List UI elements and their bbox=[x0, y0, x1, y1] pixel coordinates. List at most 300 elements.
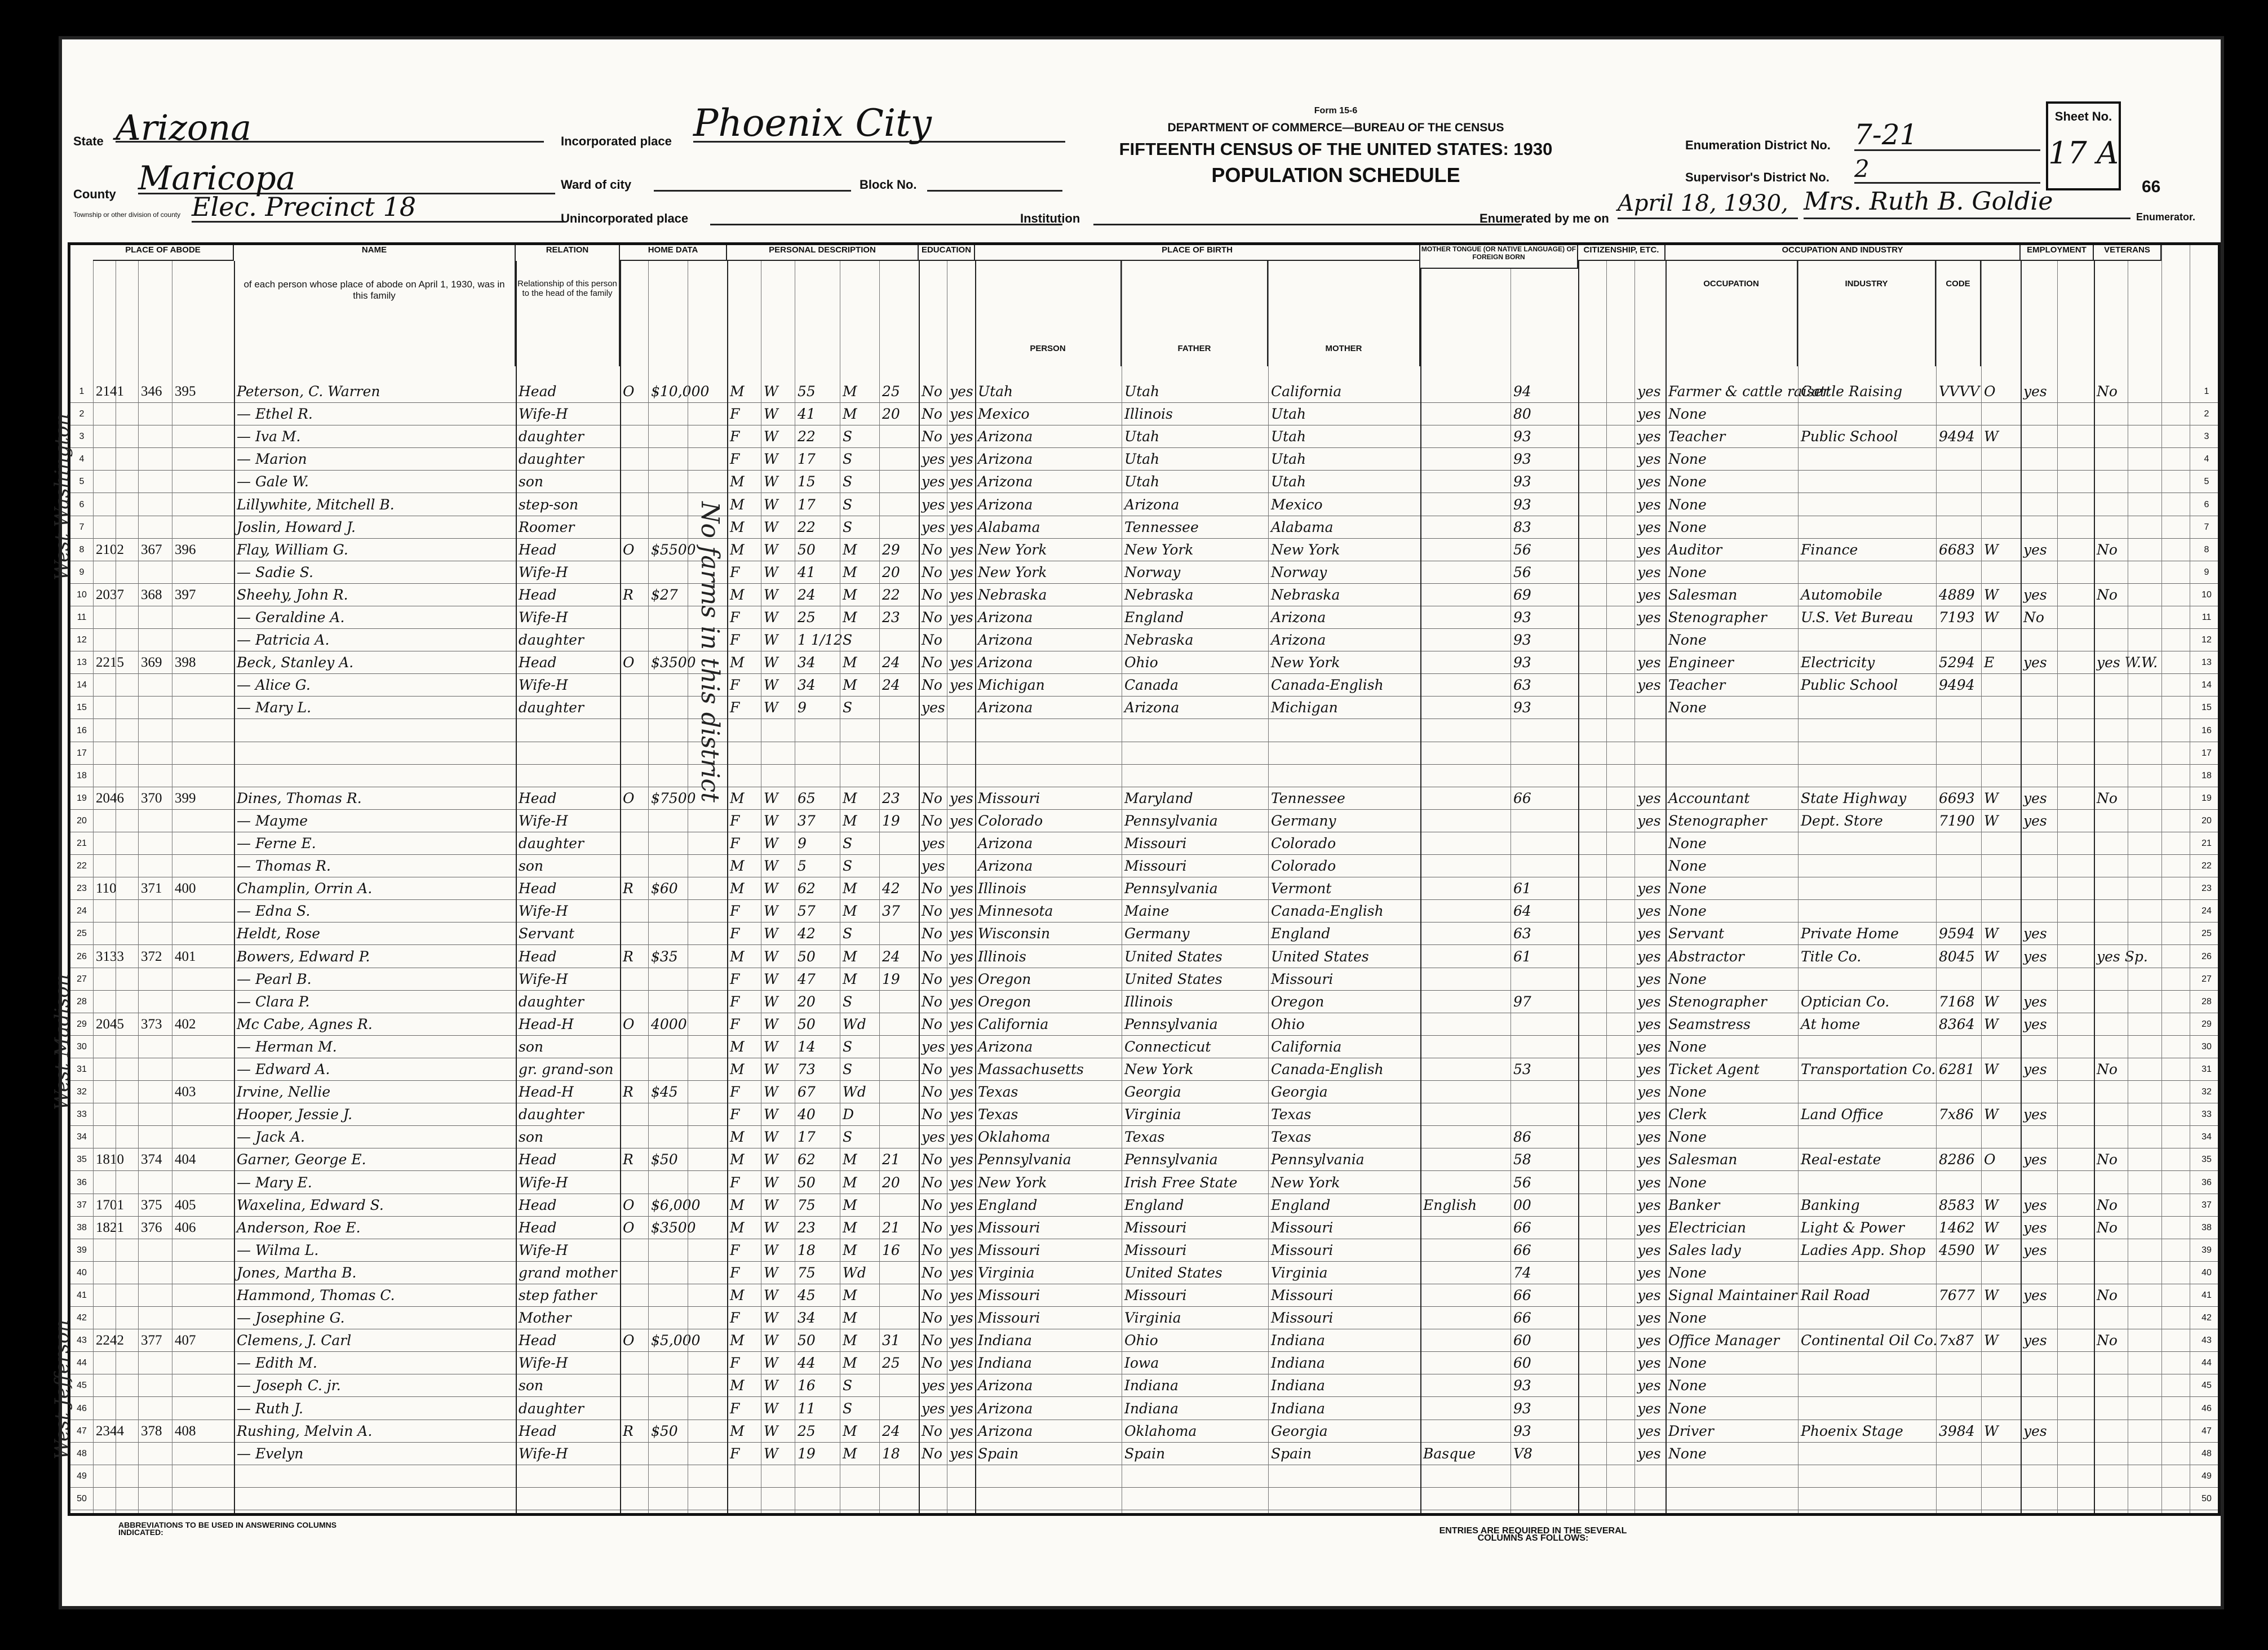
table-row bbox=[70, 968, 2218, 991]
cell-name: Lillywhite, Mitchell B. bbox=[237, 496, 395, 513]
cell-age: 50 bbox=[798, 1332, 816, 1349]
cell-read: yes bbox=[950, 1084, 973, 1101]
cell-mar: M bbox=[843, 1355, 857, 1372]
cell-eng: yes bbox=[1637, 541, 1661, 558]
cell-rel: Wife-H bbox=[519, 609, 568, 626]
cell-cls: W bbox=[1984, 428, 1999, 445]
cell-age: 50 bbox=[798, 1174, 816, 1191]
cell-fbp: Illinois bbox=[1124, 406, 1173, 423]
cell-mar: M bbox=[843, 383, 857, 400]
cell-lang bbox=[1420, 629, 1510, 651]
cell-occode bbox=[1936, 1126, 1981, 1148]
cell-sex: F bbox=[730, 1174, 740, 1191]
cell-sex: M bbox=[730, 518, 745, 535]
cell-agm bbox=[879, 991, 919, 1013]
cell-line-number-right: 47 bbox=[2201, 1426, 2212, 1436]
cell-bp: Arizona bbox=[978, 609, 1033, 626]
cell-bp bbox=[975, 1465, 1122, 1488]
cell-occode bbox=[1936, 742, 1981, 765]
cell-code: 61 bbox=[1513, 948, 1531, 965]
cell-occ: Salesman bbox=[1668, 586, 1738, 603]
cell-mbp: Missouri bbox=[1271, 1287, 1334, 1303]
cell-own bbox=[620, 742, 648, 765]
cell-occode: 8583 bbox=[1939, 1196, 1975, 1213]
cell-work: yes bbox=[2023, 789, 2047, 806]
cell-line-number-right: 12 bbox=[2201, 635, 2212, 645]
cell-agm bbox=[879, 1058, 919, 1081]
cell-eng: yes bbox=[1637, 925, 1661, 942]
cell-val: $3500 bbox=[651, 654, 696, 671]
cell-eng bbox=[1634, 720, 1665, 742]
cell-ind: State Highway bbox=[1801, 789, 1907, 806]
cell-occ: None bbox=[1668, 1264, 1707, 1281]
cell-vet: No bbox=[2097, 1151, 2118, 1168]
department: DEPARTMENT OF COMMERCE—BUREAU OF THE CENSUS bbox=[1167, 121, 1504, 134]
cell-fbp: United States bbox=[1124, 948, 1222, 965]
cell-dw bbox=[138, 1352, 172, 1374]
cell-race: W bbox=[764, 586, 778, 603]
cell-eng bbox=[1634, 1488, 1665, 1510]
cell-own: O bbox=[623, 654, 635, 671]
cell-bp: Alabama bbox=[978, 518, 1040, 535]
supervisor-label: Supervisor's District No. bbox=[1685, 170, 1830, 184]
cell-own bbox=[620, 720, 648, 742]
cell-bp: Illinois bbox=[978, 880, 1026, 897]
cell-fam bbox=[172, 810, 234, 832]
cell-n: 8 bbox=[79, 544, 85, 555]
cell-agm: 24 bbox=[882, 677, 900, 694]
cell-rel: Head bbox=[519, 1219, 557, 1236]
cell-code bbox=[1510, 720, 1578, 742]
table-row bbox=[70, 877, 2218, 900]
cell-occode bbox=[1936, 968, 1981, 991]
cell-agm bbox=[879, 922, 919, 945]
cell-house: 1810 bbox=[96, 1152, 124, 1168]
cell-ind bbox=[1798, 1036, 1936, 1058]
cell-ind bbox=[1798, 877, 1936, 900]
cell-dw bbox=[138, 1284, 172, 1307]
table-row bbox=[70, 425, 2218, 448]
cell-vet: No bbox=[2097, 1287, 2118, 1303]
cell-line-number-right: 8 bbox=[2204, 544, 2209, 555]
cell-ind: U.S. Vet Bureau bbox=[1801, 609, 1913, 626]
group-name: NAME bbox=[234, 245, 516, 261]
cell-rel: Wife-H bbox=[519, 903, 568, 920]
cell-ind bbox=[1798, 629, 1936, 651]
cell-dw bbox=[138, 968, 172, 991]
cell-dw bbox=[138, 1465, 172, 1488]
cell-lang bbox=[1420, 810, 1510, 832]
cell-fbp: Texas bbox=[1124, 1129, 1165, 1146]
cell-rel: Head bbox=[519, 1151, 557, 1168]
cell-mbp: Missouri bbox=[1271, 1310, 1334, 1327]
cell-ind bbox=[1798, 1398, 1936, 1420]
cell-eng: yes bbox=[1637, 654, 1661, 671]
cell-name: — Ethel R. bbox=[237, 406, 313, 423]
cell-sch bbox=[919, 720, 947, 742]
group-education: EDUCATION bbox=[919, 245, 975, 261]
cell-sex: M bbox=[730, 1377, 745, 1394]
cell-occode bbox=[1936, 1443, 1981, 1465]
cell-name: — Herman M. bbox=[237, 1038, 337, 1055]
cell-eng: yes bbox=[1637, 970, 1661, 987]
cell-race bbox=[761, 742, 795, 765]
institution-label: Institution bbox=[1020, 211, 1080, 225]
table-row bbox=[70, 1081, 2218, 1103]
cell-mar: M bbox=[843, 654, 857, 671]
cell-cls bbox=[1981, 629, 2021, 651]
cell-rel: Head bbox=[519, 1332, 557, 1349]
cell-bp: Illinois bbox=[978, 948, 1026, 965]
cell-race: W bbox=[764, 903, 778, 920]
cell-dw bbox=[138, 810, 172, 832]
cell-name: Irvine, Nellie bbox=[237, 1084, 331, 1101]
cell-sex: F bbox=[730, 406, 740, 423]
cell-age: 34 bbox=[798, 1310, 816, 1327]
cell-fbp: England bbox=[1124, 609, 1184, 626]
cell-name: — Edna S. bbox=[237, 903, 311, 920]
cell-agm bbox=[879, 855, 919, 877]
cell-fam bbox=[172, 516, 234, 539]
cell-sch: No bbox=[922, 1241, 942, 1258]
cell-age bbox=[795, 1488, 840, 1510]
cell-fbp: Utah bbox=[1124, 451, 1160, 468]
cell-read: yes bbox=[950, 541, 973, 558]
group-employment: EMPLOYMENT bbox=[2021, 245, 2094, 261]
cell-cls bbox=[1981, 1036, 2021, 1058]
state-value: Arizona bbox=[116, 107, 544, 143]
cell-read: yes bbox=[950, 903, 973, 920]
cell-mbp: New York bbox=[1271, 654, 1340, 671]
cell-cls: W bbox=[1984, 541, 1999, 558]
cell-fam bbox=[172, 561, 234, 584]
cell-house: 2344 bbox=[96, 1423, 124, 1439]
cell-eng: yes bbox=[1637, 677, 1661, 694]
cell-line-number-right: 4 bbox=[2204, 454, 2209, 464]
cell-fbp: Indiana bbox=[1124, 1400, 1179, 1417]
cell-code bbox=[1510, 1103, 1578, 1126]
cell-rel bbox=[516, 1465, 620, 1488]
occupation-column: OCCUPATION bbox=[1665, 245, 1798, 366]
cell-sch: yes bbox=[922, 1129, 945, 1146]
cell-occode bbox=[1936, 1307, 1981, 1329]
cell-race: W bbox=[764, 677, 778, 694]
cell-bp: Utah bbox=[978, 383, 1013, 400]
cell-own bbox=[620, 494, 648, 516]
cell-rel: grand mother bbox=[519, 1264, 617, 1281]
cell-read: yes bbox=[950, 970, 973, 987]
cell-sch: No bbox=[922, 1422, 942, 1439]
cell-code: 93 bbox=[1513, 609, 1531, 626]
cell-mar: M bbox=[843, 880, 857, 897]
cell-read: yes bbox=[950, 406, 973, 423]
cell-bp: Arizona bbox=[978, 835, 1033, 851]
cell-agm: 24 bbox=[882, 654, 900, 671]
cell-race: W bbox=[764, 1287, 778, 1303]
cell-rel: daughter bbox=[519, 632, 584, 649]
cell-agm bbox=[879, 1488, 919, 1510]
column-divider bbox=[2094, 245, 2095, 1513]
cell-read: yes bbox=[950, 812, 973, 829]
cell-ind: Automobile bbox=[1801, 586, 1882, 603]
cell-mbp bbox=[1268, 720, 1420, 742]
cell-fam bbox=[172, 1352, 234, 1374]
cell-fbp bbox=[1122, 720, 1268, 742]
cell-bp: Oregon bbox=[978, 970, 1031, 987]
cell-eng: yes bbox=[1637, 564, 1661, 580]
table-row bbox=[70, 1307, 2218, 1329]
cell-occ: None bbox=[1668, 451, 1707, 468]
cell-vet: No bbox=[2097, 1219, 2118, 1236]
cell-mbp: England bbox=[1271, 925, 1331, 942]
cell-read: yes bbox=[950, 473, 973, 490]
cell-own: R bbox=[623, 1422, 634, 1439]
cell-occode bbox=[1936, 403, 1981, 425]
column-divider bbox=[1981, 245, 1982, 1513]
cell-cls bbox=[1981, 855, 2021, 877]
cell-cls bbox=[1981, 1352, 2021, 1374]
cell-occ: None bbox=[1668, 564, 1707, 580]
cell-cls: W bbox=[1984, 925, 1999, 942]
cell-rel: Head bbox=[519, 383, 557, 400]
cell-read: yes bbox=[950, 1219, 973, 1236]
cell-bp: Colorado bbox=[978, 812, 1043, 829]
cell-age: 40 bbox=[798, 1106, 816, 1123]
cell-eng: yes bbox=[1637, 1332, 1661, 1349]
cell-age: 50 bbox=[798, 541, 816, 558]
cell-n: 16 bbox=[77, 725, 87, 735]
cell-fbp: United States bbox=[1124, 1264, 1222, 1281]
cell-rel: Mother bbox=[519, 1310, 572, 1327]
cell-line-number-right: 24 bbox=[2201, 906, 2212, 916]
cell-sex: M bbox=[730, 948, 745, 965]
cell-lang bbox=[1420, 1262, 1510, 1284]
cell-age: 55 bbox=[798, 383, 816, 400]
cell-read: yes bbox=[950, 428, 973, 445]
cell-mbp: New York bbox=[1271, 1174, 1340, 1191]
cell-sex: F bbox=[730, 925, 740, 942]
cell-race: W bbox=[764, 451, 778, 468]
cell-read bbox=[947, 697, 975, 719]
cell-line-number-right: 45 bbox=[2201, 1381, 2212, 1391]
cell-dw bbox=[138, 1126, 172, 1148]
cell-age: 22 bbox=[798, 518, 816, 535]
cell-rel: son bbox=[519, 1377, 543, 1394]
cell-occ: None bbox=[1668, 903, 1707, 920]
cell-mbp bbox=[1268, 742, 1420, 765]
cell-line-number-right: 16 bbox=[2201, 725, 2212, 735]
group-place-of-abode: PLACE OF ABODE bbox=[93, 245, 234, 261]
cell-mar: S bbox=[843, 473, 853, 490]
cell-bp: Arizona bbox=[978, 1422, 1033, 1439]
cell-lang bbox=[1420, 1488, 1510, 1510]
cell-bp bbox=[975, 742, 1122, 765]
cell-occode: 9494 bbox=[1939, 428, 1975, 445]
cell-own bbox=[620, 968, 648, 991]
cell-cls bbox=[1981, 448, 2021, 471]
table-row bbox=[70, 1374, 2218, 1397]
cell-lang bbox=[1420, 494, 1510, 516]
cell-bp: Texas bbox=[978, 1084, 1018, 1101]
cell-code: 86 bbox=[1513, 1129, 1531, 1146]
cell-house: 2046 bbox=[96, 790, 124, 806]
cell-cls bbox=[1981, 471, 2021, 493]
cell-bp: Indiana bbox=[978, 1355, 1032, 1372]
cell-eng bbox=[1634, 629, 1665, 651]
cell-work: yes bbox=[2023, 541, 2047, 558]
cell-occode bbox=[1936, 1398, 1981, 1420]
cell-line-number-right: 10 bbox=[2201, 589, 2212, 600]
cell-read: yes bbox=[950, 1151, 973, 1168]
cell-own bbox=[620, 403, 648, 425]
cell-dw: 367 bbox=[141, 542, 162, 557]
cell-bp: New York bbox=[978, 564, 1047, 580]
cell-lang bbox=[1420, 674, 1510, 697]
cell-name: Flay, William G. bbox=[237, 541, 348, 558]
cell-mbp: Canada-English bbox=[1271, 677, 1384, 694]
group-place-of-birth: PLACE OF BIRTH bbox=[975, 245, 1420, 261]
cell-fam bbox=[172, 1284, 234, 1307]
cell-dw bbox=[138, 448, 172, 471]
cell-age: 18 bbox=[798, 1241, 816, 1258]
cell-mar: M bbox=[843, 1310, 857, 1327]
cell-bp: Arizona bbox=[978, 1038, 1033, 1055]
cell-code bbox=[1510, 1013, 1578, 1036]
cell-cls bbox=[1981, 832, 2021, 855]
cell-own bbox=[620, 855, 648, 877]
cell-mar: S bbox=[843, 496, 853, 513]
cell-mar: M bbox=[843, 970, 857, 987]
cell-dw: 346 bbox=[141, 384, 162, 399]
cell-n: 29 bbox=[77, 1019, 87, 1029]
cell-dw: 375 bbox=[141, 1197, 162, 1213]
cell-occ: Office Manager bbox=[1668, 1332, 1780, 1349]
cell-rel: Wife-H bbox=[519, 406, 568, 423]
cell-name: — Patricia A. bbox=[237, 632, 330, 649]
cell-bp: Wisconsin bbox=[978, 925, 1051, 942]
table-row bbox=[70, 1420, 2218, 1443]
cell-bp: Missouri bbox=[978, 1287, 1040, 1303]
cell-fbp: Germany bbox=[1124, 925, 1190, 942]
cell-name: — Gale W. bbox=[237, 473, 309, 490]
cell-val: $60 bbox=[651, 880, 678, 897]
cell-code: 97 bbox=[1513, 993, 1531, 1010]
cell-n: 41 bbox=[77, 1290, 87, 1300]
cell-occode bbox=[1936, 494, 1981, 516]
cell-occode bbox=[1936, 1081, 1981, 1103]
cell-race: W bbox=[764, 406, 778, 423]
cell-name: — Mary E. bbox=[237, 1174, 312, 1191]
cell-fbp: Pennsylvania bbox=[1124, 812, 1218, 829]
cell-sex: M bbox=[730, 1422, 745, 1439]
cell-sex: F bbox=[730, 970, 740, 987]
cell-race: W bbox=[764, 609, 778, 626]
cell-race: W bbox=[764, 948, 778, 965]
cell-occode bbox=[1936, 832, 1981, 855]
cell-mbp: Canada-English bbox=[1271, 1061, 1384, 1077]
cell-dw bbox=[138, 922, 172, 945]
cell-read bbox=[947, 629, 975, 651]
cell-own bbox=[620, 1126, 648, 1148]
cell-ind: At home bbox=[1801, 1015, 1861, 1032]
cell-dw bbox=[138, 1239, 172, 1262]
cell-age: 14 bbox=[798, 1038, 816, 1055]
cell-rel: daughter bbox=[519, 993, 584, 1010]
state-label: State bbox=[73, 134, 104, 148]
cell-n: 47 bbox=[77, 1426, 87, 1436]
cell-occode bbox=[1936, 516, 1981, 539]
cell-lang bbox=[1420, 832, 1510, 855]
cell-eng bbox=[1634, 697, 1665, 719]
cell-name: — Geraldine A. bbox=[237, 609, 345, 626]
cell-sex: F bbox=[730, 1084, 740, 1101]
cell-dw: 372 bbox=[141, 948, 162, 964]
cell-code bbox=[1510, 1081, 1578, 1103]
cell-occode: 8286 bbox=[1939, 1151, 1975, 1168]
supervisor-value: 2 bbox=[1854, 155, 2040, 184]
cell-occode: 7677 bbox=[1939, 1287, 1975, 1303]
cell-occode: 9494 bbox=[1939, 677, 1975, 694]
cell-occode: VVVV bbox=[1939, 383, 1980, 400]
cell-race: W bbox=[764, 654, 778, 671]
cell-bp: Arizona bbox=[978, 699, 1033, 716]
cell-line-number-right: 18 bbox=[2201, 770, 2212, 780]
cell-bp: New York bbox=[978, 541, 1047, 558]
cell-sex: F bbox=[730, 903, 740, 920]
cell-occ: Farmer & cattle raiser bbox=[1668, 383, 1830, 400]
cell-ind bbox=[1798, 1126, 1936, 1148]
cell-n: 18 bbox=[77, 770, 87, 780]
cell-dw: 374 bbox=[141, 1152, 162, 1168]
table-row bbox=[70, 606, 2218, 629]
cell-sex: M bbox=[730, 1038, 745, 1055]
table-row bbox=[70, 922, 2218, 945]
cell-read: yes bbox=[950, 1310, 973, 1327]
cell-sch: No bbox=[922, 586, 942, 603]
cell-work: yes bbox=[2023, 586, 2047, 603]
cell-n: 22 bbox=[77, 861, 87, 871]
cell-read: yes bbox=[950, 451, 973, 468]
cell-cls: W bbox=[1984, 1241, 1999, 1258]
cell-n: 46 bbox=[77, 1403, 87, 1413]
cell-ind bbox=[1798, 855, 1936, 877]
cell-fbp: New York bbox=[1124, 1061, 1194, 1077]
cell-code: V8 bbox=[1513, 1445, 1532, 1462]
unincorporated-line bbox=[710, 211, 1062, 225]
cell-occ: None bbox=[1668, 473, 1707, 490]
cell-code: 66 bbox=[1513, 1219, 1531, 1236]
cell-fbp: Illinois bbox=[1124, 993, 1173, 1010]
cell-mar: S bbox=[843, 925, 853, 942]
cell-mar: M bbox=[843, 1241, 857, 1258]
column-divider bbox=[1936, 245, 1937, 1513]
cell-work: yes bbox=[2023, 1061, 2047, 1077]
cell-line-number-right: 50 bbox=[2201, 1493, 2212, 1503]
cell-fbp: Canada bbox=[1124, 677, 1179, 694]
cell-age: 17 bbox=[798, 496, 816, 513]
cell-dw bbox=[138, 1374, 172, 1397]
cell-lang bbox=[1420, 584, 1510, 606]
cell-lang bbox=[1420, 1126, 1510, 1148]
cell-lang bbox=[1420, 1036, 1510, 1058]
cell-n: 10 bbox=[77, 589, 87, 600]
cell-mbp: Virginia bbox=[1271, 1264, 1328, 1281]
cell-agm bbox=[879, 1126, 919, 1148]
cell-occ: None bbox=[1668, 970, 1707, 987]
cell-lang bbox=[1420, 539, 1510, 561]
cell-occ: Servant bbox=[1668, 925, 1725, 942]
sheet-box bbox=[2046, 101, 2121, 190]
